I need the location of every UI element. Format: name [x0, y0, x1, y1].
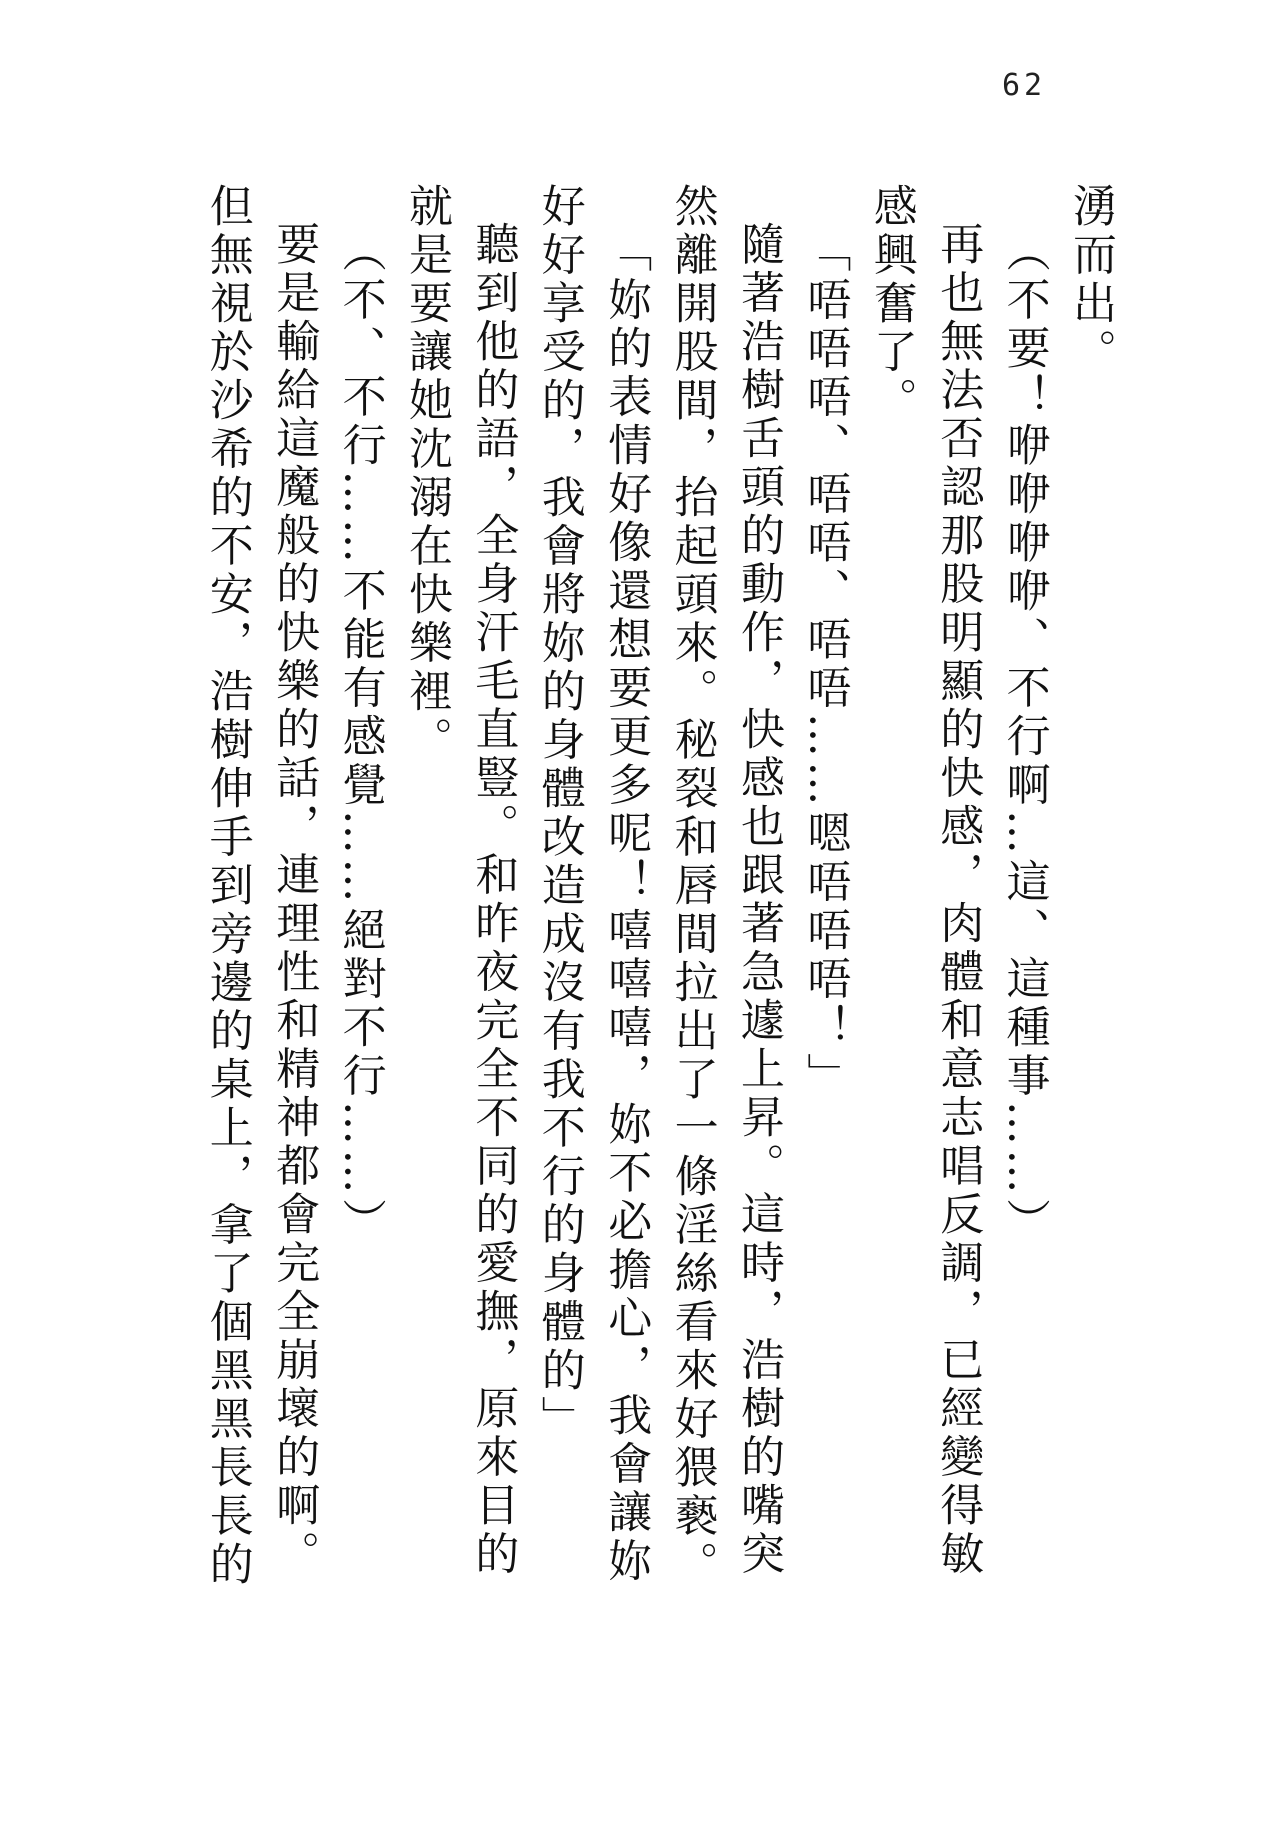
- text-column: 湧而出。: [1065, 183, 1116, 377]
- text-column: （不、不行……不能有感覺……絕對不行……）: [334, 228, 386, 1247]
- text-column: 就是要讓她沈溺在快樂裡。: [401, 183, 452, 765]
- page-number: 62: [1002, 68, 1047, 103]
- text-column: 但無視於沙希的不安，浩樹伸手到旁邊的桌上，拿了個黑黑長長的: [201, 183, 253, 1590]
- text-column: 「唔唔唔、唔唔、唔唔……嗯唔唔唔！」: [799, 228, 851, 1101]
- text-column: 感興奮了。: [865, 183, 917, 426]
- text-column: 再也無法否認那股明顯的快感，肉體和意志唱反調，已經變得敏: [932, 221, 984, 1579]
- text-column: 「妳的表情好像還想要更多呢！嘻嘻嘻，妳不必擔心，我會讓妳: [600, 228, 652, 1586]
- text-column: 好好享受的，我會將妳的身體改造成沒有我不行的身體的」: [533, 183, 585, 1444]
- text-column: 然離開股間，抬起頭來。秘裂和唇間拉出了一條淫絲看來好猥褻。: [666, 183, 718, 1590]
- text-column: 要是輸給這魔般的快樂的話，連理性和精神都會完全崩壞的啊。: [268, 221, 320, 1579]
- text-column: 隨著浩樹舌頭的動作，快感也跟著急遽上昇。這時，浩樹的嘴突: [733, 221, 784, 1579]
- text-column: 聽到他的語，全身汗毛直豎。和昨夜完全不同的愛撫，原來目的: [467, 221, 519, 1579]
- text-column: （不要！咿咿咿咿、不行啊…這、這種事……）: [998, 228, 1050, 1247]
